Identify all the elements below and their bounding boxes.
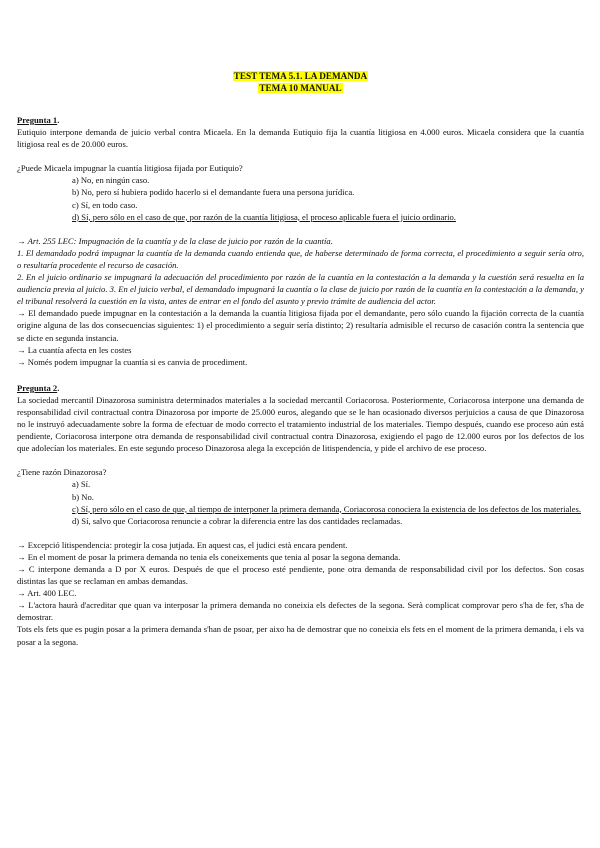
question-2-option-a: a) Sí. (72, 479, 91, 490)
question-2-heading-dot: . (57, 382, 60, 393)
question-1-law-para-2: 2. En el juicio ordinario se impugnará la adecuación del procedimiento por razón de la cuantía en la contestación a la demanda y la cuestión será resuelta en la audiencia previa al juicio. 3. En el juicio verbal, el demandado impugnará la cuantía o la clase de juicio por razón de la cuantía en la contestación a la demanda, y el tribunal resolverá la cuestión en la vista, antes de entrar en el fondo del asunto y previo trámite de audiencia del actor. (17, 272, 584, 307)
question-2-option-d: d) Sí, salvo que Coriacorosa renuncie a cobrar la diferencia entre las dos cantidades reclamadas. (72, 515, 403, 526)
question-1-heading: Pregunta 1. (17, 115, 60, 125)
question-1-law-heading: → Art. 255 LEC: Impugnación de la cuantía y de la clase de juicio por razón de la cuantía. (17, 235, 333, 246)
question-1-statement: Eutiquio interpone demanda de juicio verbal contra Micaela. En la demanda Eutiquio fija la cuantía litigiosa en 4.000 euros. Micaela considera que la cuantía litigiosa real es de 20.000 euros. (17, 127, 584, 150)
question-2-note-6: Tots els fets que es pugin posar a la primera demanda s'han de psoar, per aixo ha de demostrar que no coneixia els fets en el moment de la primera demanda, i els va posar a la segona. (17, 624, 584, 647)
question-1-option-c: c) Sí, en todo caso. (72, 199, 138, 210)
question-1-prompt: ¿Puede Micaela impugnar la cuantía litigiosa fijada por Eutiquio? (17, 163, 243, 174)
question-2-note-1: → Excepció litispendencia: protegir la cosa jutjada. En aquest cas, el judici està encara pendent. (17, 539, 348, 550)
question-2-statement: La sociedad mercantil Dinazorosa suministra determinados materiales a la sociedad mercantil Coriacorosa. Posteriormente, Coriacorosa interpone una demanda de responsabilidad civil contractual contra Dinazorosa por importe de 25.000 euros, alegando que se le han ocasionado diversos perjuicios a causa de que Dinazorosa no le instruyó adecuadamente sobre la forma de efectuar de modo correcto el tratamiento industrial de los materiales. Tiempo después, cuando ese proceso aún está pendiente, Coriacorosa interpone otra demanda de responsabilidad civil contractual contra Dinazorosa, exigiendo el pago de 12.000 euros por los defectos de los que adolecían los materiales. En este segundo proceso Dinazorosa alega la excepción de litispendencia, y pide el archivo de ese proceso. (17, 394, 584, 454)
question-2-note-4: → Art. 400 LEC. (17, 588, 77, 599)
question-2-heading: Pregunta 2. (17, 382, 60, 393)
question-1-note-2: → La cuantía afecta en les costes (17, 344, 132, 355)
title-line-1: TEST TEMA 5.1. LA DEMANDA (233, 71, 368, 81)
question-1-heading-dot: . (57, 115, 60, 125)
question-1-option-b: b) No, pero sí hubiera podido hacerlo si el demandante fuera una persona jurídica. (72, 187, 355, 198)
question-2-option-c: c) Sí, pero sólo en el caso de que, al tiempo de interponer la primera demanda, Coriacorosa conociera la existencia de los defectos de los materiales. (72, 503, 581, 514)
question-1-option-a: a) No, en ningún caso. (72, 175, 150, 186)
question-2-note-3: → C interpone demanda a D por X euros. Después de que el proceso esté pendiente, pone otra demanda de responsabilidad civil por los defectos. Son cosas distintas las que se reclaman en ambas demandas. (17, 564, 584, 587)
title-line-2: TEMA 10 MANUAL (259, 83, 342, 93)
question-2-note-5: → L'actora haurà d'acreditar que quan va interposar la primera demanda no coneixia els defectes de la segona. Serà complicat comprovar pero s'ha de fer, s'ha de demostrar. (17, 600, 584, 623)
question-2-note-2: → En el moment de posar la primera demanda no tenia els coneixements que tenia al posar la segona demanda. (17, 551, 401, 562)
question-2-prompt: ¿Tiene razón Dinazorosa? (17, 467, 107, 478)
question-1-note-3: → Només podem impugnar la cuantía si es canvia de procediment. (17, 356, 248, 367)
question-1-option-d: d) Sí, pero sólo en el caso de que, por razón de la cuantía litigiosa, el proceso aplicable fuera el juicio ordinario. (72, 211, 456, 222)
question-1-law-para-1: 1. El demandado podrá impugnar la cuantía de la demanda cuando entienda que, de haberse determinado de forma correcta, el procedimiento a seguir sería otro, o resultaría procedente el recurso de casación. (17, 247, 584, 270)
question-1-note-1: → El demandado puede impugnar en la contestación a la demanda la cuantía litigiosa fijada por el demandante, pero sólo cuando la fijación correcta de la cuantía origine alguna de las dos consecuencias siguientes: 1) el procedimiento a seguir sería distinto; 2) resultaría admisible el recurso de casación contra la sentencia que se dicte en segunda instancia. (17, 308, 584, 343)
question-2-option-b: b) No. (72, 491, 94, 502)
document-title (17, 70, 584, 94)
